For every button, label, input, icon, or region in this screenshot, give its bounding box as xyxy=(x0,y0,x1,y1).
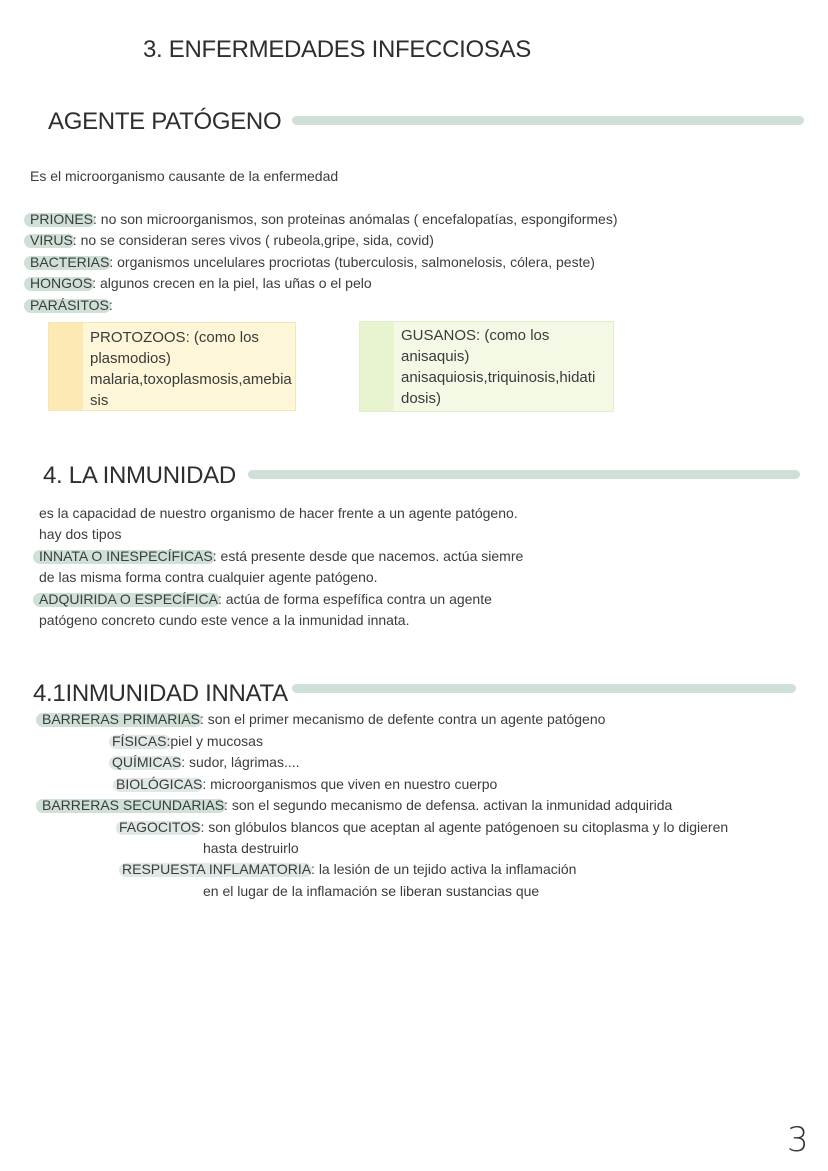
item-desc: : microorganismos que viven en nuestro cuerpo xyxy=(202,776,498,792)
heading-underline-bar xyxy=(292,684,796,693)
page-number: 3 xyxy=(787,1120,809,1160)
term-highlight: BACTERIAS xyxy=(30,254,110,270)
term-highlight: ADQUIRIDA O ESPECÍFICA xyxy=(39,591,218,607)
item-desc: : organismos uncelulares procriotas (tuberculosis, salmonelosis, cólera, peste) xyxy=(109,254,595,270)
item-barreras-secundarias xyxy=(42,796,672,814)
item-desc: : son glóbulos blancos que aceptan al agente patógenoen su citoplasma y lo digieren xyxy=(200,819,729,835)
item-parasitos xyxy=(30,296,113,314)
note-text xyxy=(401,325,595,409)
item-respuesta-inflamatoria xyxy=(122,860,576,878)
item-barreras-primarias xyxy=(42,710,605,728)
item-desc: : no son microorganismos, son proteinas anómalas ( encefalopatías, espongiformes) xyxy=(93,211,618,227)
section-heading-innata: 4.1INMUNIDAD INNATA xyxy=(33,680,288,707)
term-highlight: BARRERAS SECUNDARIAS xyxy=(42,797,225,813)
item-adquirida xyxy=(39,590,492,608)
term-highlight: VIRUS xyxy=(30,232,73,248)
item-desc: : algunos crecen en la piel, las uñas o el pelo xyxy=(92,275,372,291)
note-line: malaria,toxoplasmosis,amebia xyxy=(90,371,292,388)
fagocitos-cont: hasta destruirlo xyxy=(203,840,299,856)
note-line: anisaquis) xyxy=(401,348,470,365)
term-highlight: HONGOS xyxy=(30,275,93,291)
term-highlight: BIOLÓGICAS xyxy=(116,776,203,792)
section-heading-inmunidad: 4. LA INMUNIDAD xyxy=(43,462,236,489)
note-line: anisaquiosis,triquinosis,hidati xyxy=(401,369,596,386)
item-fagocitos xyxy=(119,818,728,836)
term-highlight: PRIONES xyxy=(30,211,94,227)
item-quimicas xyxy=(112,753,300,771)
heading-underline-bar xyxy=(292,116,804,125)
note-strip xyxy=(360,322,394,411)
note-text xyxy=(90,327,292,411)
term-highlight: QUÍMICAS xyxy=(112,754,182,770)
item-desc: : está presente desde que nacemos. actúa siemre xyxy=(212,548,524,564)
inmunidad-line2: hay dos tipos xyxy=(39,526,122,542)
term-highlight: RESPUESTA INFLAMATORIA xyxy=(122,861,312,877)
item-priones xyxy=(30,210,618,228)
term-highlight: FÍSICAS: xyxy=(112,733,171,749)
respuesta-cont: en el lugar de la inflamación se liberan sustancias que xyxy=(203,883,540,899)
item-virus xyxy=(30,231,434,249)
term-highlight: FAGOCITOS xyxy=(119,819,201,835)
item-desc: : la lesión de un tejido activa la inflamación xyxy=(311,861,577,877)
item-desc: : no se consideran seres vivos ( rubeola,gripe, sida, covid) xyxy=(72,232,434,248)
innata-cont: de las misma forma contra cualquier agente patógeno. xyxy=(39,569,378,585)
page-title: 3. ENFERMEDADES INFECCIOSAS xyxy=(143,36,531,63)
item-hongos xyxy=(30,274,372,292)
item-desc: : xyxy=(108,297,113,313)
term-highlight: BARRERAS PRIMARIAS xyxy=(42,711,200,727)
note-line: dosis) xyxy=(401,390,442,407)
item-desc: : son el primer mecanismo de defente contra un agente patógeno xyxy=(199,711,606,727)
heading-underline-bar xyxy=(248,470,800,479)
adquirida-cont: patógeno concreto cundo este vence a la inmunidad innata. xyxy=(39,612,410,628)
note-line: sis xyxy=(90,392,109,409)
sticky-note-protozoos xyxy=(48,322,296,411)
term-highlight: INNATA O INESPECÍFICAS xyxy=(39,548,213,564)
item-bacterias xyxy=(30,253,595,271)
item-desc: piel y mucosas xyxy=(170,733,263,749)
item-desc: : actúa de forma espefífica contra un agente xyxy=(217,591,492,607)
note-line: GUSANOS: (como los xyxy=(401,327,550,344)
item-innata xyxy=(39,547,523,565)
term-highlight: PARÁSITOS xyxy=(30,297,109,313)
section-heading-agente: AGENTE PATÓGENO xyxy=(48,108,282,135)
note-line: PROTOZOOS: (como los xyxy=(90,329,259,346)
inmunidad-line1: es la capacidad de nuestro organismo de hacer frente a un agente patógeno. xyxy=(39,505,518,521)
note-strip xyxy=(49,323,83,410)
sticky-note-gusanos xyxy=(359,321,614,412)
item-desc: : sudor, lágrimas.... xyxy=(181,754,300,770)
item-biologicas xyxy=(116,775,497,793)
note-line: plasmodios) xyxy=(90,350,171,367)
agente-intro: Es el microorganismo causante de la enfermedad xyxy=(30,168,339,184)
item-desc: : son el segundo mecanismo de defensa. activan la inmunidad adquirida xyxy=(224,797,673,813)
item-fisicas xyxy=(112,732,263,750)
